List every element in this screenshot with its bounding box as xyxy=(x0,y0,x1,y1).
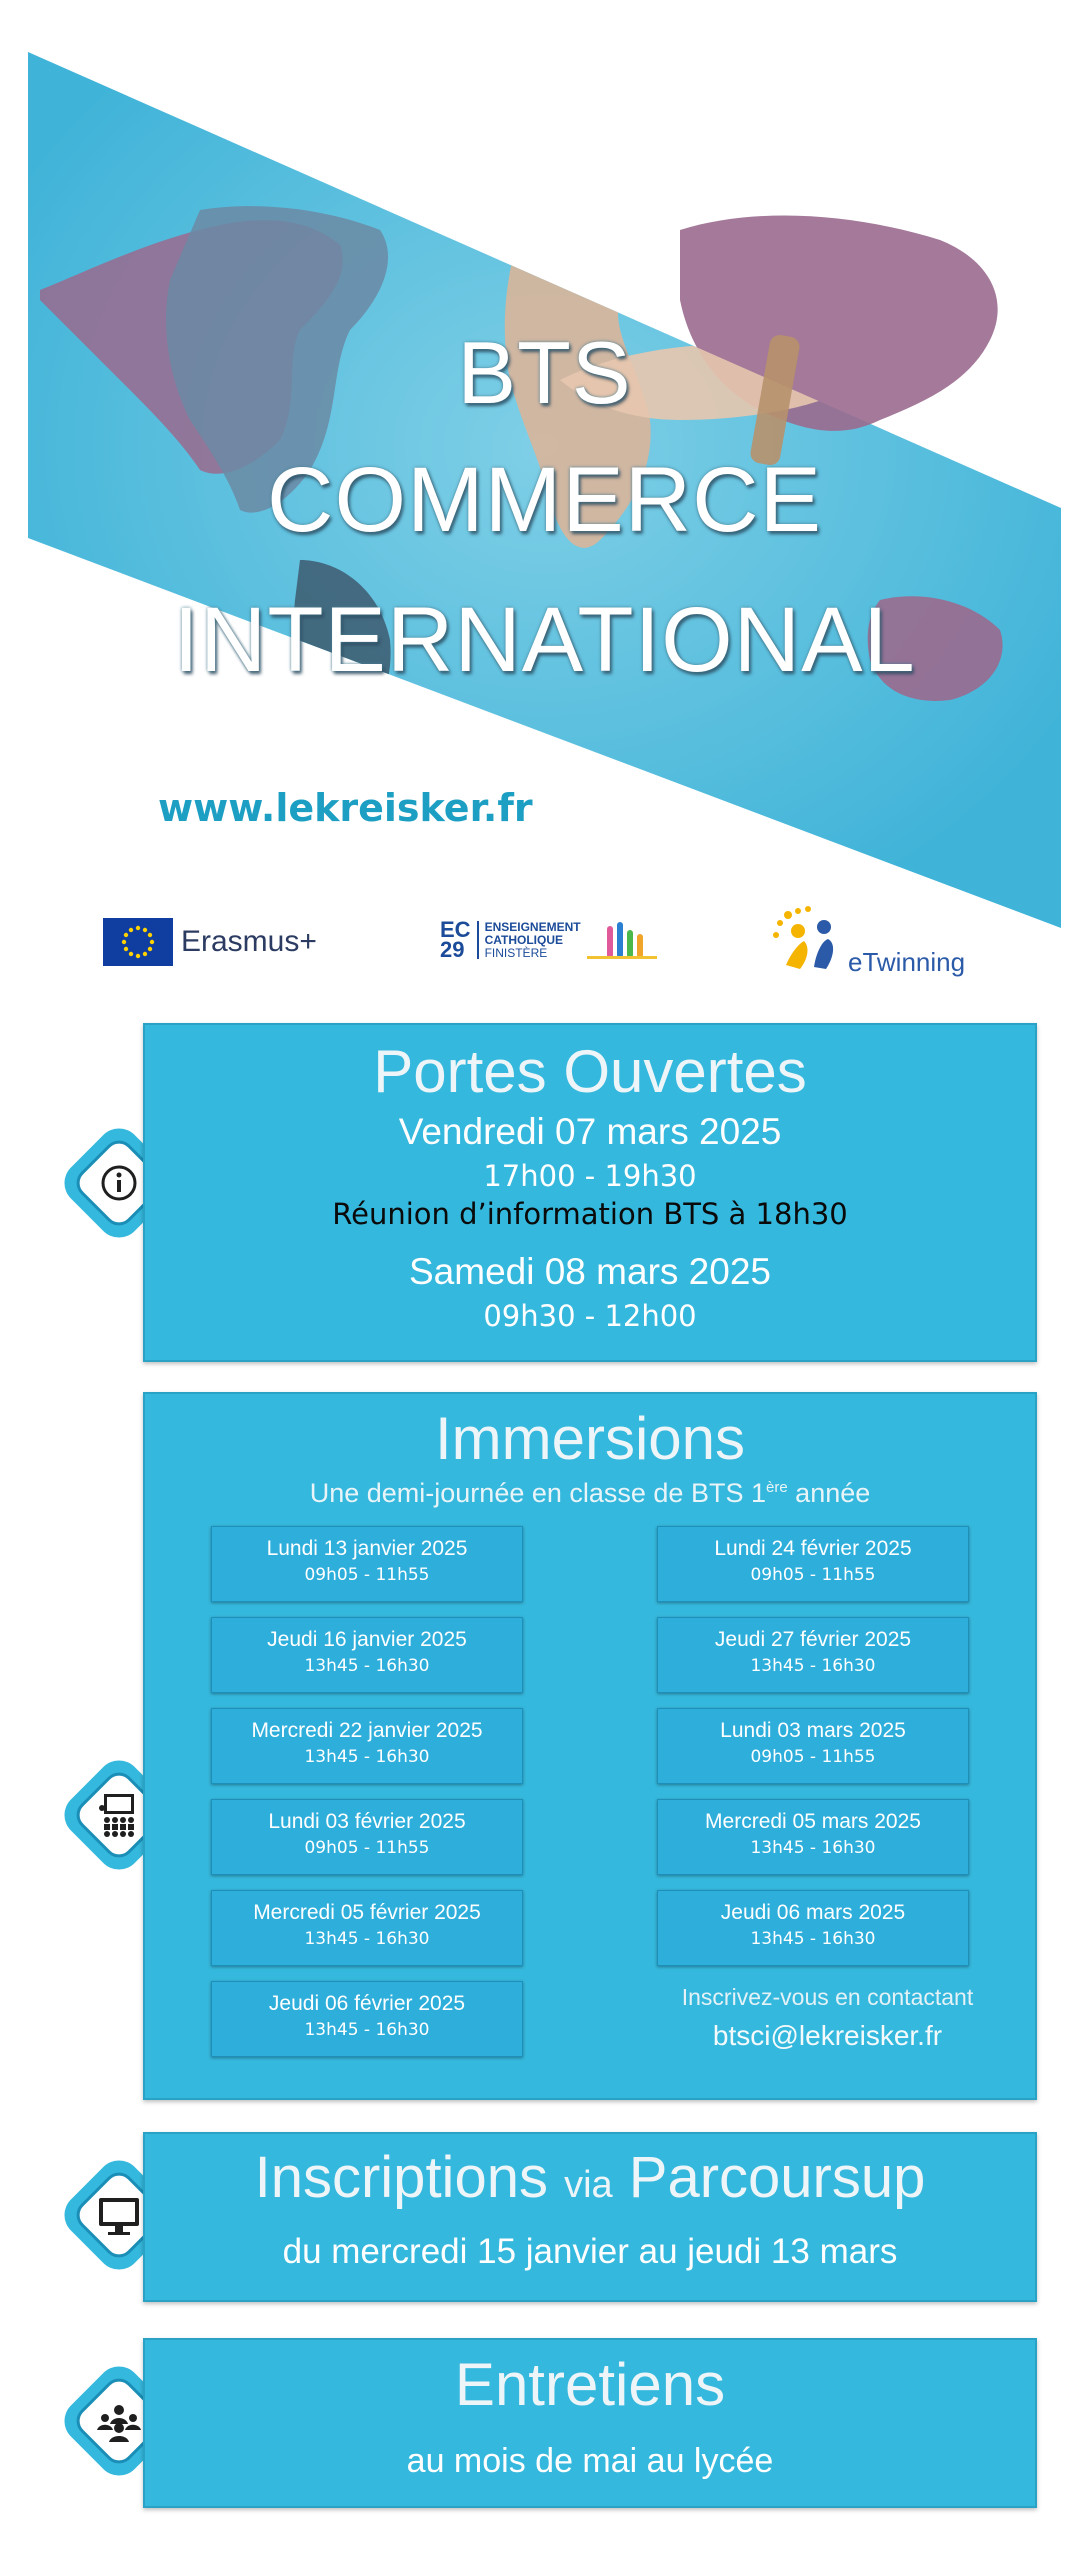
ec-line-2: CATHOLIQUE xyxy=(484,932,564,947)
immersion-slot[interactable] xyxy=(211,1799,523,1875)
slot-date: Lundi 03 mars 2025 xyxy=(720,1719,906,1742)
slot-time: 09h05 - 11h55 xyxy=(750,1747,876,1767)
slot-date: Mercredi 05 mars 2025 xyxy=(705,1810,921,1833)
hero-banner xyxy=(0,0,1089,940)
slot-time: 13h45 - 16h30 xyxy=(750,1838,876,1858)
slot-date: Lundi 24 février 2025 xyxy=(714,1537,912,1560)
slot-date: Jeudi 06 mars 2025 xyxy=(720,1901,906,1924)
immersions-panel xyxy=(143,1392,1037,2100)
ec-code-1: EC xyxy=(440,917,471,942)
immersions-heading: Immersions xyxy=(434,1405,746,1472)
immersion-slot[interactable] xyxy=(657,1617,969,1693)
inscriptions-heading-via: via xyxy=(564,2164,613,2206)
ec-line-1: ENSEIGNEMENT xyxy=(484,919,581,934)
slot-date: Lundi 13 janvier 2025 xyxy=(266,1537,468,1560)
title-line-1: BTS xyxy=(457,323,632,422)
etwinning-figures-icon xyxy=(770,903,860,983)
etwinning-label: eTwinning xyxy=(848,947,966,977)
immersions-subtitle-sup: ère xyxy=(765,1479,788,1496)
inscriptions-heading-platform: Parcoursup xyxy=(628,2145,926,2210)
inscriptions-dates: du mercredi 15 janvier au jeudi 13 mars xyxy=(282,2232,898,2271)
ec-divider xyxy=(477,921,479,959)
erasmus-logo xyxy=(103,918,317,966)
immersion-slot[interactable] xyxy=(211,1708,523,1784)
slot-date: Jeudi 27 février 2025 xyxy=(714,1628,912,1651)
slot-time: 13h45 - 16h30 xyxy=(304,1929,430,1949)
immersion-slot[interactable] xyxy=(657,1799,969,1875)
slot-date: Jeudi 16 janvier 2025 xyxy=(267,1628,467,1651)
slot-time: 09h05 - 11h55 xyxy=(750,1565,876,1585)
immersions-subtitle-end: année xyxy=(787,1478,871,1508)
interviews-heading: Entretiens xyxy=(454,2351,726,2418)
slot-time: 13h45 - 16h30 xyxy=(304,2020,430,2040)
ec-text xyxy=(485,921,581,960)
ec-code-2: 29 xyxy=(440,937,465,962)
ec29-code xyxy=(440,917,471,962)
open-days-heading: Portes Ouvertes xyxy=(373,1038,807,1105)
inscriptions-panel xyxy=(143,2132,1037,2302)
immersion-slot[interactable] xyxy=(211,1617,523,1693)
inscriptions-heading xyxy=(145,2144,1035,2211)
open-days-date-2: Samedi 08 mars 2025 xyxy=(409,1251,771,1292)
slot-time: 13h45 - 16h30 xyxy=(304,1656,430,1676)
ec-line-3: FINISTÈRE xyxy=(484,945,548,960)
immersion-slot[interactable] xyxy=(211,1526,523,1602)
slot-time: 13h45 - 16h30 xyxy=(750,1656,876,1676)
open-days-time-1: 17h00 - 19h30 xyxy=(483,1159,697,1193)
title-line-3: INTERNATIONAL xyxy=(173,589,916,691)
open-days-time-2: 09h30 - 12h00 xyxy=(483,1299,697,1333)
slot-time: 09h05 - 11h55 xyxy=(304,1565,430,1585)
interviews-panel xyxy=(143,2338,1037,2508)
immersion-slot[interactable] xyxy=(657,1708,969,1784)
slot-time: 09h05 - 11h55 xyxy=(304,1838,430,1858)
open-days-panel xyxy=(143,1023,1037,1362)
slot-date: Lundi 03 février 2025 xyxy=(268,1810,466,1833)
website-link[interactable]: www.lekreisker.fr xyxy=(158,786,533,830)
erasmus-label: Erasmus+ xyxy=(181,925,317,958)
immersion-slot[interactable] xyxy=(211,1890,523,1966)
slot-date: Jeudi 06 février 2025 xyxy=(268,1992,466,2015)
contact-email-link[interactable]: btsci@lekreisker.fr xyxy=(712,2020,943,2051)
contact-instructions: Inscrivez-vous en contactant xyxy=(681,1984,974,2010)
immersions-subtitle xyxy=(145,1478,1035,1509)
open-days-info-meeting: Réunion d’information BTS à 18h30 xyxy=(332,1197,848,1231)
etwinning-logo xyxy=(770,903,980,983)
immersions-subtitle-text: Une demi-journée en classe de BTS 1 xyxy=(309,1478,766,1508)
slot-date: Mercredi 22 janvier 2025 xyxy=(251,1719,483,1742)
eu-flag-icon xyxy=(103,918,173,966)
open-days-date-1: Vendredi 07 mars 2025 xyxy=(398,1111,782,1152)
interviews-when: au mois de mai au lycée xyxy=(406,2442,774,2480)
ec29-logo xyxy=(440,917,657,962)
slot-time: 13h45 - 16h30 xyxy=(304,1747,430,1767)
slot-date: Mercredi 05 février 2025 xyxy=(253,1901,481,1924)
slot-time: 13h45 - 16h30 xyxy=(750,1929,876,1949)
immersion-slot[interactable] xyxy=(211,1981,523,2057)
immersion-slot[interactable] xyxy=(657,1890,969,1966)
title-line-2: COMMERCE xyxy=(267,449,822,551)
inscriptions-heading-main: Inscriptions xyxy=(254,2145,548,2210)
ec-bottles-icon xyxy=(587,920,657,960)
immersion-slot[interactable] xyxy=(657,1526,969,1602)
